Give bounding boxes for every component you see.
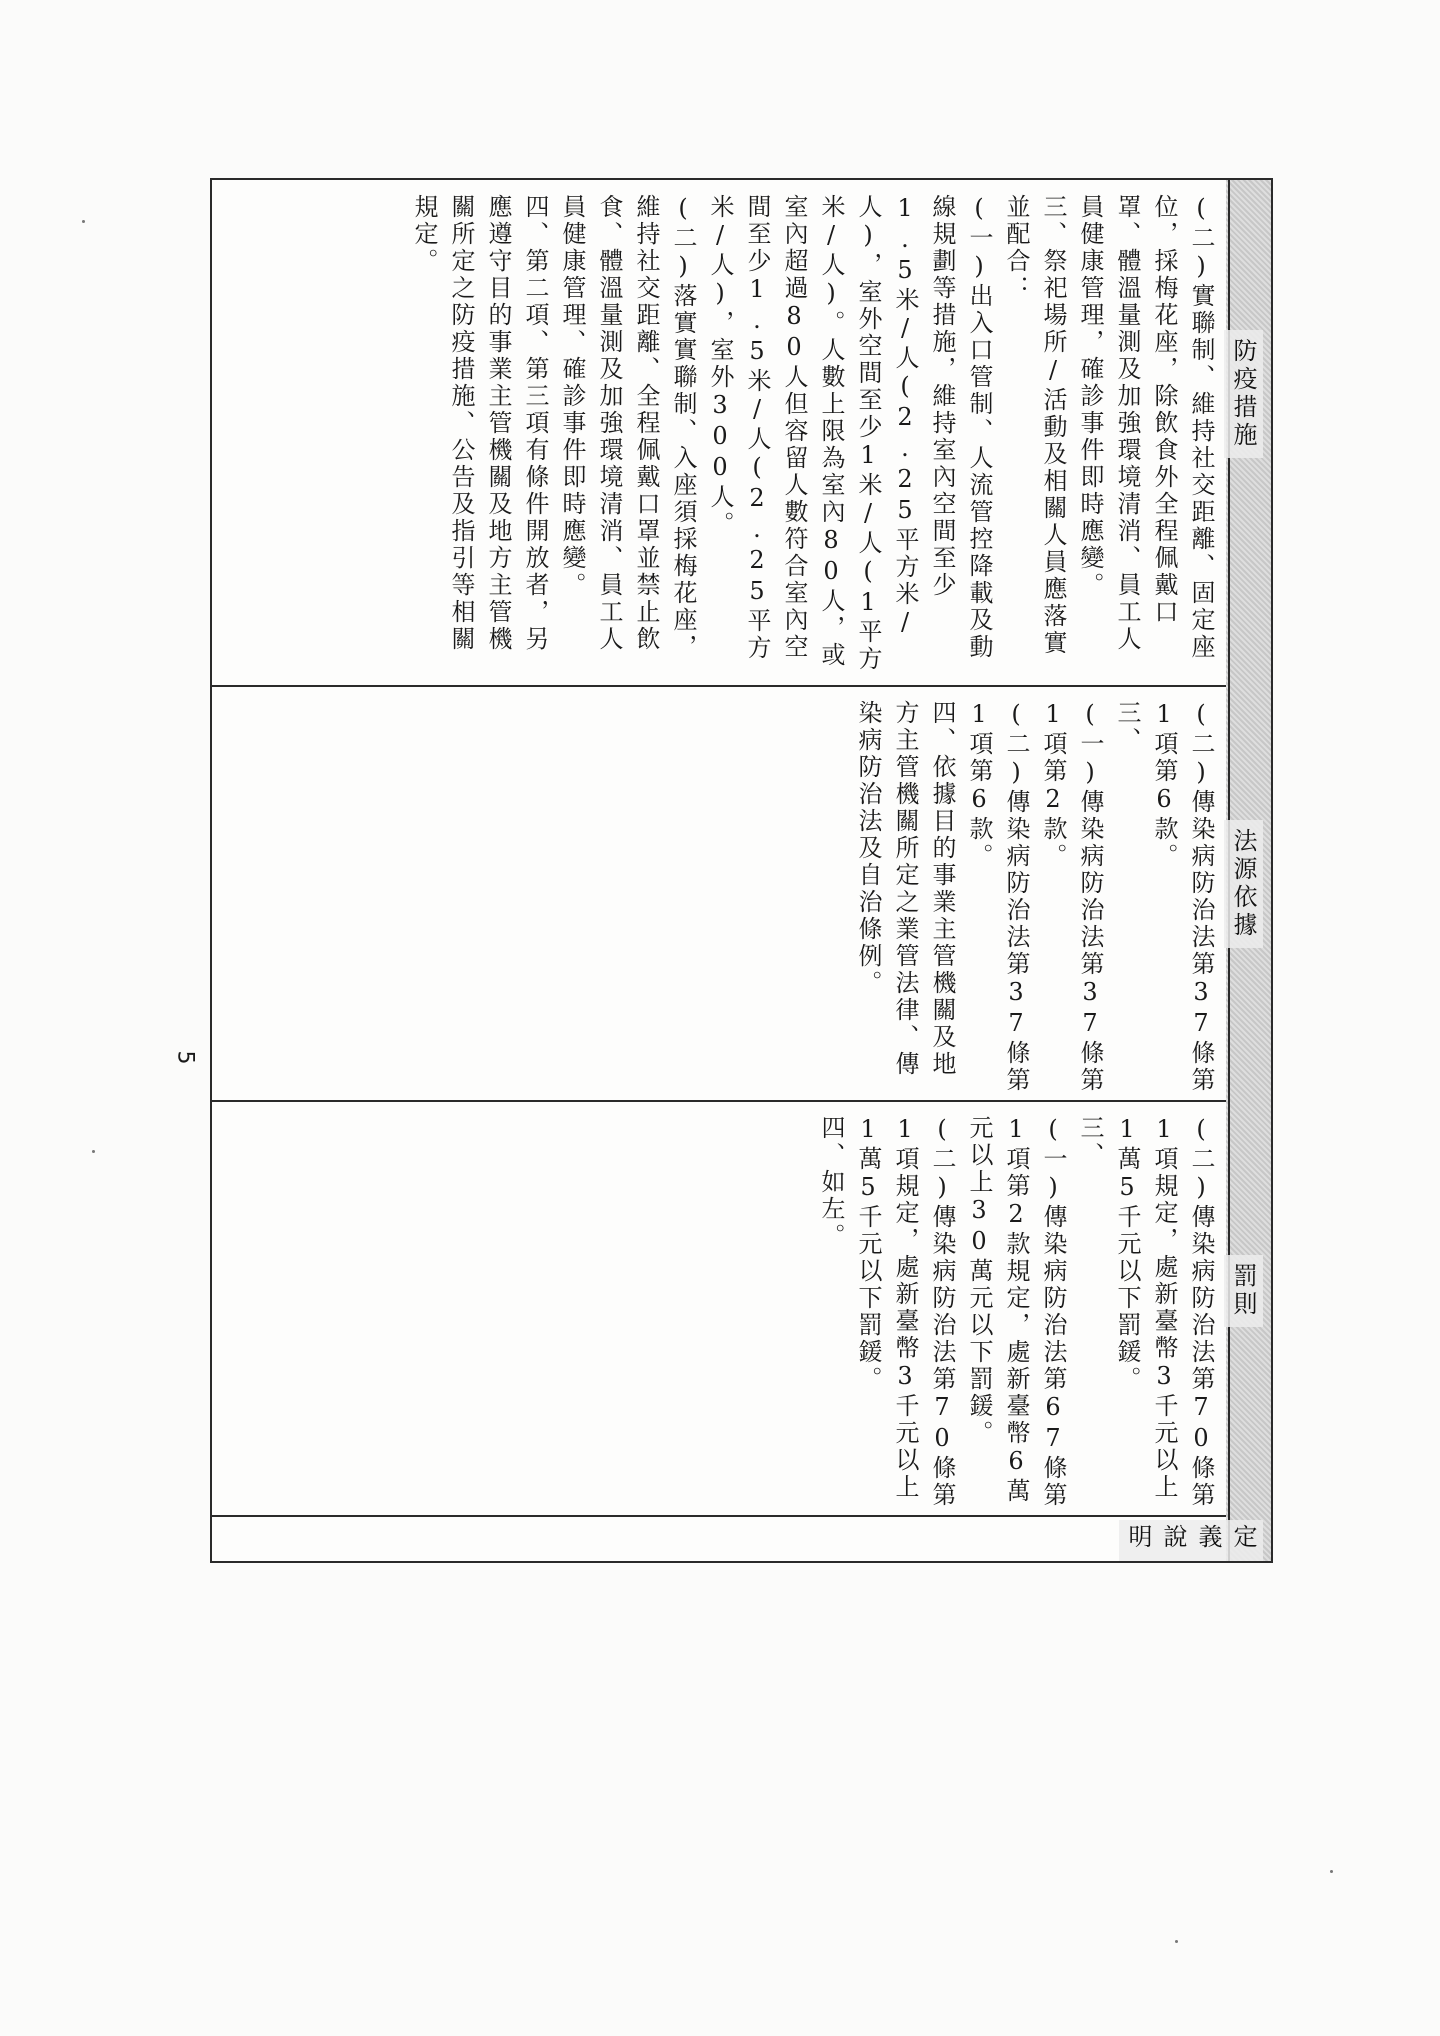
measure-item: (二)實聯制、維持社交距離、固定座位，採梅花座，除飲食外全程佩戴口罩、體溫量測及加強環境清消、員工人員健康管理，確診事件即時應變。: [1076, 194, 1215, 661]
measure-item: 三、祭祀場所/活動及相關人員應落實並配合：: [1002, 194, 1067, 657]
page-number: 5: [172, 1050, 198, 1065]
scan-speck: [1330, 1870, 1333, 1873]
legal-basis-item: 四、依據目的事業主管機關及地方主管機關所定之業管法律、傳染病防治法及自治條例。: [854, 700, 956, 1078]
regulation-table: [210, 178, 1273, 1563]
header-measures: 防疫措施: [1224, 330, 1263, 458]
scan-speck: [92, 1150, 95, 1153]
measure-item: 四、第二項、第三項有條件開放者，另應遵守目的事業主管機關及地方主管機關所定之防疫措施、公告及指引等相關規定。: [410, 194, 549, 653]
column-divider: [212, 685, 1271, 687]
legal-basis-item: (一)傳染病防治法第37條第1項第2款。: [1039, 700, 1104, 1094]
column-divider: [212, 1100, 1271, 1102]
measure-item: (二)落實實聯制、入座須採梅花座，維持社交距離、全程佩戴口罩並禁止飲食、體溫量測及加強環境清消、員工人員健康管理、確診事件即時應變。: [558, 194, 697, 661]
legal-basis-item: (二)傳染病防治法第37條第1項第6款。: [1150, 700, 1215, 1094]
penalty-item: (一)傳染病防治法第67條第1項第2款規定，處新臺幣6萬元以上30萬元以下罰鍰。: [965, 1115, 1067, 1509]
column-divider: [212, 1515, 1271, 1517]
header-penalty: 罰則: [1224, 1255, 1263, 1327]
header-definition: 定義說明: [1119, 1520, 1263, 1561]
penalty-item: 三、: [1076, 1115, 1104, 1169]
legal-basis-item: 三、: [1113, 700, 1141, 754]
legal-basis-item: (二)傳染病防治法第37條第1項第6款。: [965, 700, 1030, 1094]
measure-item: (一)出入口管制、人流管控降載及動線規劃等措施，維持室內空間至少1.5米/人(2.25平方米/人)，室外空間至少1米/人(1平方米/人)。人數上限為室內80人，或室內超過80人但容留人數符合室內空間至少1.5米/人(2.25平方米/人)，室外300人。: [706, 194, 993, 673]
penalty-cell: [259, 1115, 1219, 1510]
penalty-item: 四、如左。: [817, 1115, 845, 1250]
penalty-item: (二)傳染病防治法第70條第1項規定，處新臺幣3千元以上1萬5千元以下罰鍰。: [854, 1115, 956, 1509]
legal-basis-cell: [259, 700, 1219, 1095]
definition-cell: [259, 1525, 1219, 1555]
scan-speck: [82, 220, 85, 223]
scan-speck: [1175, 1940, 1178, 1943]
measures-cell: [259, 194, 1219, 674]
header-legal-basis: 法源依據: [1224, 820, 1263, 948]
penalty-item: (二)傳染病防治法第70條第1項規定，處新臺幣3千元以上1萬5千元以下罰鍰。: [1113, 1115, 1215, 1509]
